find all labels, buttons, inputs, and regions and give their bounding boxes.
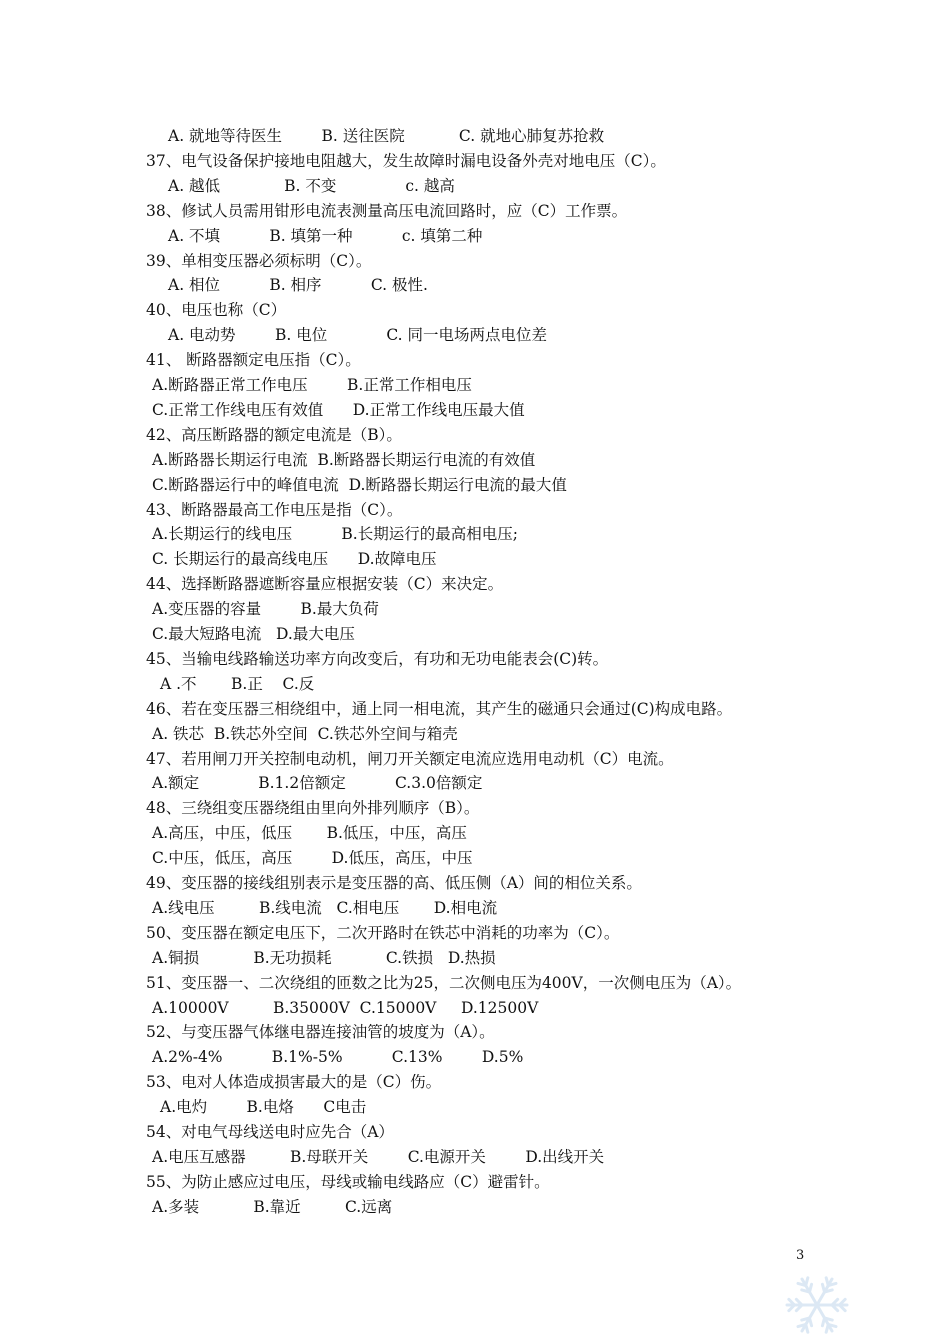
question-line: 44、选择断路器遮断容量应根据安装（C）来决定。 — [146, 575, 504, 594]
options-line: A. 铁芯 B.铁芯外空间 C.铁芯外空间与箱壳 — [152, 724, 458, 743]
question-line: 38、修试人员需用钳形电流表测量高压电流回路时，应（C）工作票。 — [146, 201, 628, 220]
page-number: 3 — [796, 1248, 805, 1263]
options-line: A.变压器的容量 B.最大负荷 — [152, 600, 379, 619]
options-line: A .不 B.正 C.反 — [160, 674, 315, 693]
options-line: A.长期运行的线电压 B.长期运行的最高相电压; — [152, 525, 518, 544]
options-line: A.断路器长期运行电流 B.断路器长期运行电流的有效值 — [152, 450, 536, 469]
options-line: A.10000V B.35000V C.15000V D.12500V — [152, 998, 539, 1017]
question-line: 46、若在变压器三相绕组中，通上同一相电流，其产生的磁通只会通过(C)构成电路。 — [146, 699, 733, 718]
question-line: 49、变压器的接线组别表示是变压器的高、低压侧（A）间的相位关系。 — [146, 874, 642, 892]
options-line: A.铜损 B.无功损耗 C.铁损 D.热损 — [152, 948, 496, 967]
options-line: A.断路器正常工作电压 B.正常工作相电压 — [152, 376, 472, 394]
question-line: 47、若用闸刀开关控制电动机，闸刀开关额定电流应选用电动机（C）电流。 — [146, 749, 674, 768]
options-line: A.电压互感器 B.母联开关 C.电源开关 D.出线开关 — [152, 1147, 605, 1166]
options-line: A. 相位 B. 相序 C. 极性. — [168, 276, 428, 295]
options-line: A.2%-4% B.1%-5% C.13% D.5% — [152, 1048, 524, 1067]
options-line: A.多装 B.靠近 C.远离 — [152, 1197, 393, 1216]
question-line: 48、三绕组变压器绕组由里向外排列顺序（B）。 — [146, 799, 480, 818]
question-line: 41、 断路器额定电压指（C）。 — [146, 351, 361, 370]
question-line: 43、断路器最高工作电压是指（C）。 — [146, 500, 403, 519]
options-line: A.线电压 B.线电流 C.相电压 D.相电流 — [152, 898, 498, 917]
question-line: 50、变压器在额定电压下，二次开路时在铁芯中消耗的功率为（C）。 — [146, 923, 620, 942]
options-line: A. 电动势 B. 电位 C. 同一电场两点电位差 — [168, 326, 547, 345]
options-line: A. 就地等待医生 B. 送往医院 C. 就地心肺复苏抢救 — [168, 127, 605, 145]
question-line: 39、单相变压器必须标明（C）。 — [146, 251, 372, 270]
question-line: 54、对电气母线送电时应先合（A） — [146, 1123, 394, 1141]
options-line: A.额定 B.1.2倍额定 C.3.0倍额定 — [152, 774, 483, 793]
question-line: 40、电压也称（C） — [146, 301, 287, 320]
options-line: C.断路器运行中的峰值电流 D.断路器长期运行电流的最大值 — [152, 475, 567, 494]
options-line: A. 不填 B. 填第一种 c. 填第二种 — [168, 226, 483, 245]
snowflake-watermark-icon — [782, 1270, 852, 1340]
options-line: C. 长期运行的最高线电压 D.故障电压 — [152, 550, 437, 569]
options-line: C.最大短路电流 D.最大电压 — [152, 625, 355, 643]
options-line: A.电灼 B.电烙 C电击 — [160, 1098, 367, 1117]
options-line: A.高压，中压，低压 B.低压，中压，高压 — [152, 824, 467, 843]
question-line: 45、当输电线路输送功率方向改变后，有功和无功电能表会(C)转。 — [146, 649, 609, 668]
question-line: 52、与变压器气体继电器连接油管的坡度为（A）。 — [146, 1023, 495, 1042]
options-line: C.正常工作线电压有效值 D.正常工作线电压最大值 — [152, 400, 525, 419]
options-line: A. 越低 B. 不变 c. 越高 — [168, 176, 455, 195]
question-line: 53、电对人体造成损害最大的是（C）伤。 — [146, 1073, 442, 1092]
options-line: C.中压，低压，高压 D.低压，高压，中压 — [152, 849, 473, 868]
question-line: 51、变压器一、二次绕组的匝数之比为25，二次侧电压为400V，一次侧电压为（A）。 — [146, 973, 742, 992]
question-line: 55、为防止感应过电压，母线或输电线路应（C）避雷针。 — [146, 1172, 550, 1191]
question-line: 37、电气设备保护接地电阻越大，发生故障时漏电设备外壳对地电压（C）。 — [146, 151, 666, 170]
question-line: 42、高压断路器的额定电流是（B）。 — [146, 425, 402, 444]
